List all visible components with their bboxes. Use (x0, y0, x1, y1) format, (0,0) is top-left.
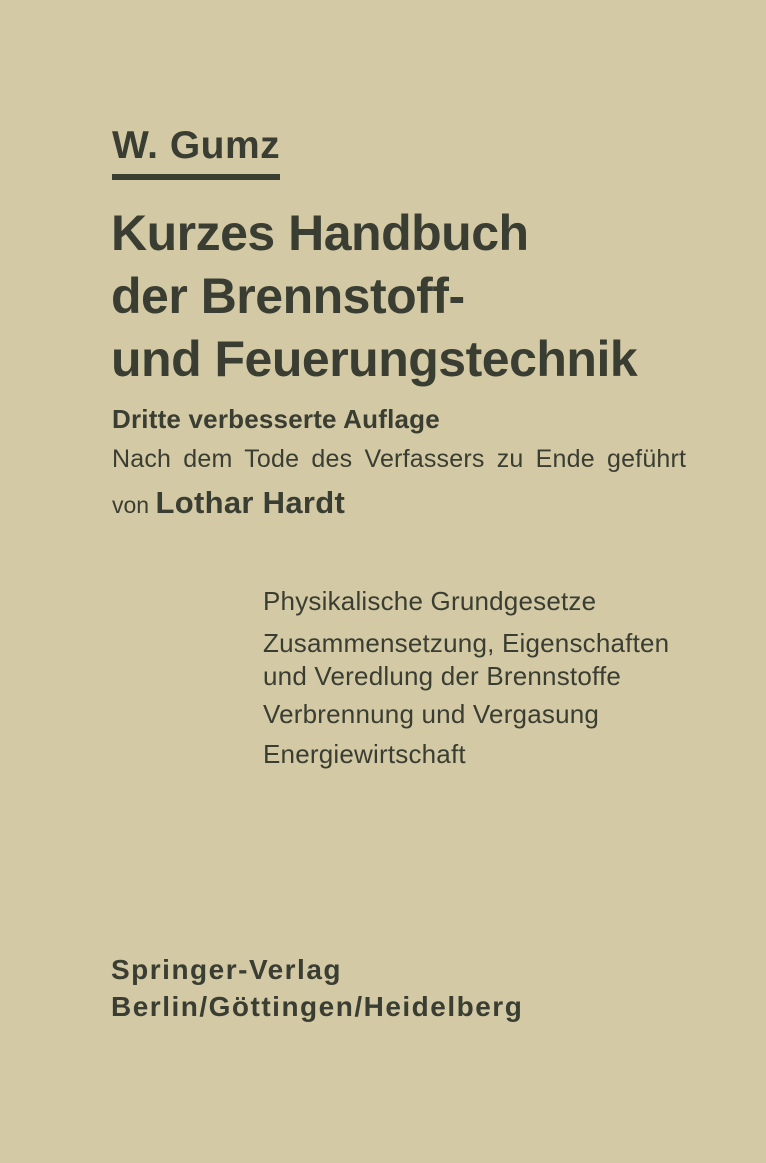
title-line-2: der Brennstoff- (111, 268, 465, 324)
book-title (111, 202, 637, 391)
topic-line-5: Energiewirtschaft (263, 739, 466, 769)
topic-line-1: Physikalische Grundgesetze (263, 586, 597, 616)
topic-list (263, 585, 669, 771)
byline-prefix: von (112, 492, 150, 518)
editor-name: Lothar Hardt (155, 485, 346, 520)
byline (112, 486, 345, 522)
topic-line-3: und Veredlung der Brennstoffe (263, 661, 622, 691)
edition-note: Dritte verbesserte Auflage (112, 404, 440, 434)
topic-line-2: Zusammensetzung, Eigenschaften (263, 628, 670, 658)
publisher-block (111, 951, 523, 1025)
publisher-name: Springer-Verlag (111, 954, 343, 985)
completion-note: Nach dem Tode des Verfassers zu Ende geführt (112, 445, 687, 473)
title-line-3: und Feuerungstechnik (111, 331, 638, 387)
publisher-cities: Berlin/Göttingen/Heidelberg (111, 991, 524, 1022)
topic-line-4: Verbrennung und Vergasung (263, 699, 600, 729)
title-line-1: Kurzes Handbuch (111, 205, 529, 261)
author-name: W. Gumz (112, 124, 280, 180)
